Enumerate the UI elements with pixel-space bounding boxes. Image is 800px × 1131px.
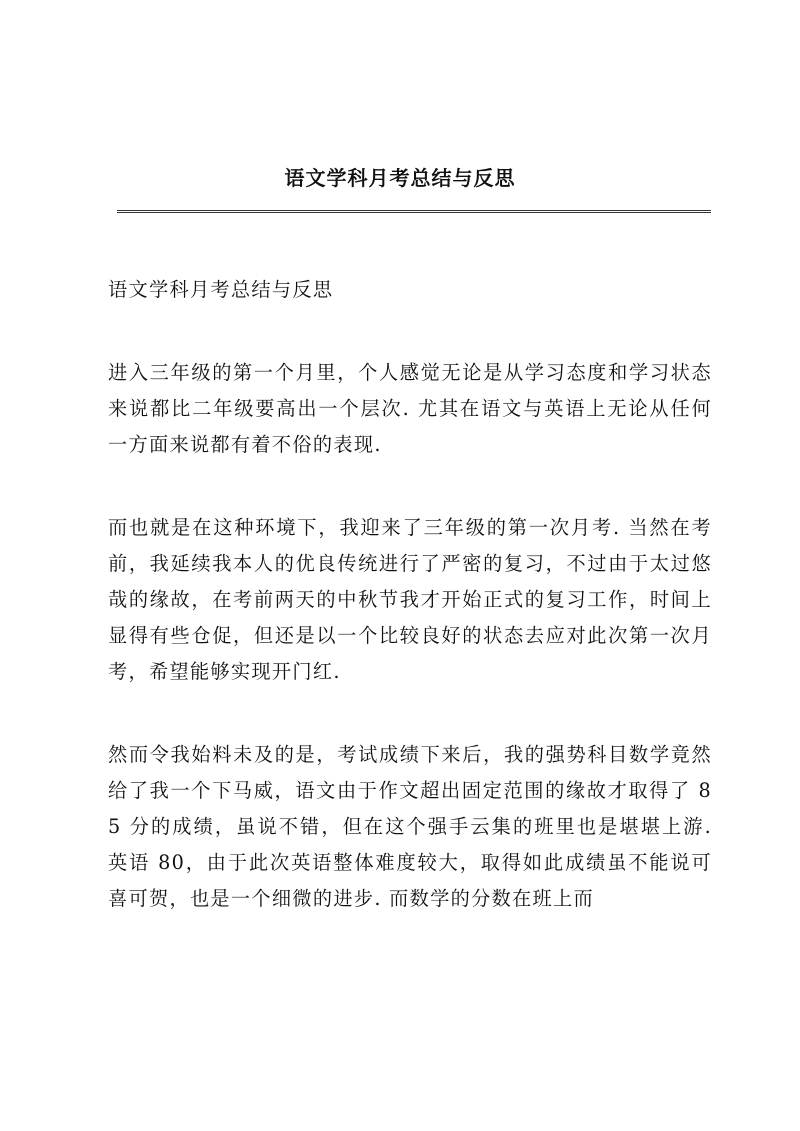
- document-body: [108, 272, 712, 964]
- paragraph: 然而令我始料未及的是，考试成绩下来后，我的强势科目数学竟然给了我一个下马威，语文由于作文超出固定范围的缘故才取得了 85 分的成绩，虽说不错，但在这个强手云集的班里也是堪堪上游. 英语 80，由于此次英语整体难度较大，取得如此成绩虽不能说可喜可贺，也是一个细微的进步. 而数学的分数在班上而: [108, 743, 712, 910]
- paragraph-heading: 语文学科月考总结与反思: [108, 278, 334, 301]
- title-divider: [117, 210, 711, 213]
- paragraph: 进入三年级的第一个月里，个人感觉无论是从学习态度和学习状态来说都比二年级要高出一个层次. 尤其在语文与英语上无论从任何一方面来说都有着不俗的表现.: [108, 361, 712, 456]
- document-title: 语文学科月考总结与反思: [284, 166, 516, 190]
- paragraph: 而也就是在这种环境下，我迎来了三年级的第一次月考. 当然在考前，我延续我本人的优良传统进行了严密的复习，不过由于太过悠哉的缘故，在考前两天的中秋节我才开始正式的复习工作，时间上显得有些仓促，但还是以一个比较良好的状态去应对此次第一次月考，希望能够实现开门红.: [108, 516, 712, 683]
